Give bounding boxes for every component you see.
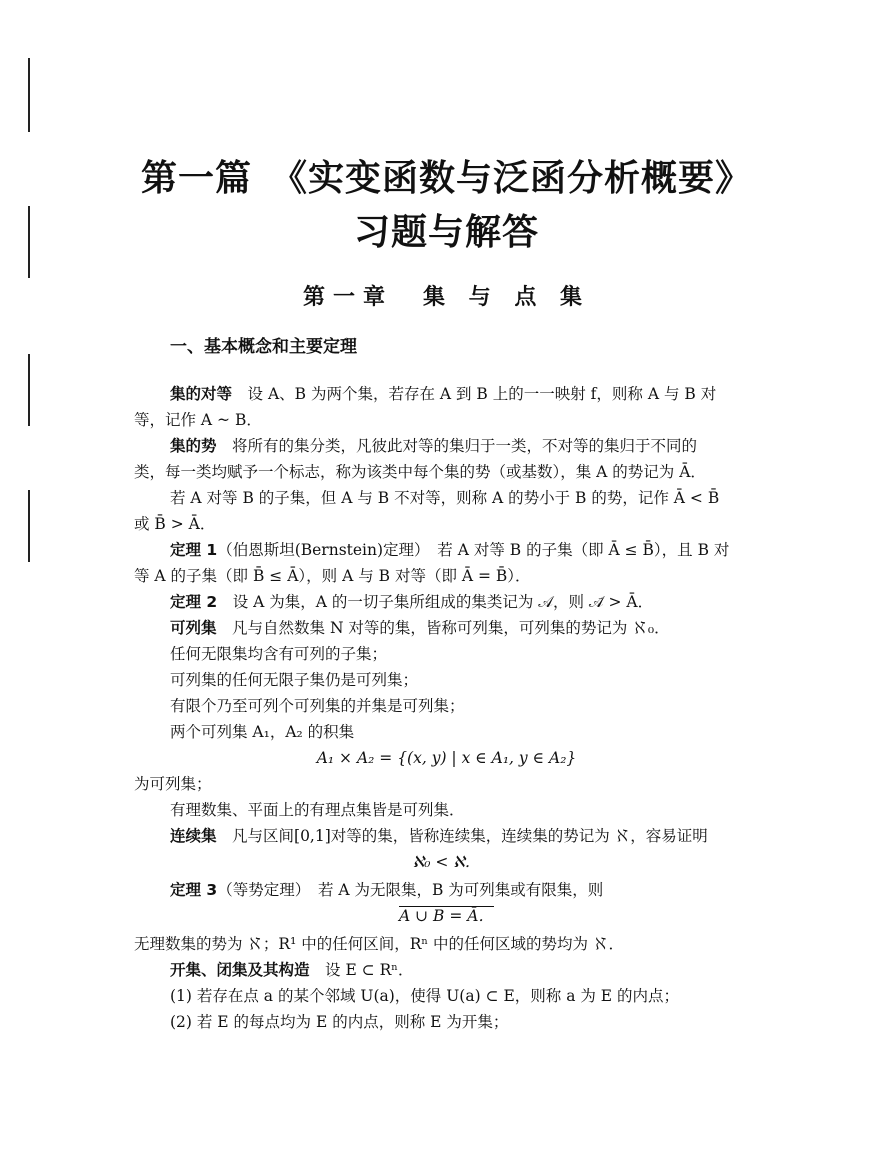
paragraph-line: 两个可列集 A₁，A₂ 的积集	[170, 723, 355, 741]
section-heading: 一、基本概念和主要定理	[170, 337, 357, 357]
paragraph-line	[170, 826, 708, 846]
paragraph-line: 或 B̄ > Ā．	[134, 515, 216, 533]
scan-margin-line	[28, 490, 30, 562]
paragraph-line: 无理数集的势为 ℵ；R¹ 中的任何区间，Rⁿ 中的任何区域的势均为 ℵ．	[134, 935, 624, 953]
line-text: 设 A 为集，A 的一切子集所组成的集类记为 𝒜，则 𝒜̄ > Ā．	[217, 593, 654, 611]
line-text: 凡与区间[0,1]对等的集，皆称连续集，连续集的势记为 ℵ，容易证明	[216, 827, 708, 845]
formula-text: A ∪ B = Ā．	[399, 907, 494, 925]
paragraph-line	[170, 880, 603, 900]
line-text: （伯恩斯坦(Bernstein)定理） 若 A 对等 B 的子集（即 Ā ≤ B̄），且 B 对	[217, 541, 730, 559]
paragraph-line	[170, 960, 413, 980]
paragraph-line	[170, 436, 697, 456]
term-label: 可列集	[170, 619, 217, 637]
paragraph-line: 有限个乃至可列个可列集的并集是可列集；	[170, 697, 465, 715]
paragraph-line: 等，记作 A ~ B．	[134, 411, 262, 429]
paragraph-line: 类，每一类均赋予一个标志，称为该类中每个集的势（或基数），集 A 的势记为 Ā．	[134, 463, 706, 481]
paragraph-line	[170, 384, 716, 404]
paragraph-line	[170, 592, 653, 612]
paragraph-line: 为可列集；	[134, 775, 212, 793]
theorem-label: 定理 3	[170, 881, 218, 899]
paragraph-line: 可列集的任何无限子集仍是可列集；	[170, 671, 419, 689]
display-formula: ℵ₀ < ℵ．	[412, 853, 481, 871]
scan-margin-line	[28, 354, 30, 426]
line-text: 凡与自然数集 N 对等的集，皆称可列集，可列集的势记为 ℵ₀．	[216, 619, 670, 637]
line-text: 设 A、B 为两个集，若存在 A 到 B 上的一一映射 f，则称 A 与 B 对	[232, 385, 717, 403]
paragraph-line	[170, 540, 729, 560]
display-formula: A₁ × A₂ = {(x, y) | x ∈ A₁, y ∈ A₂}	[316, 749, 577, 767]
display-formula	[0, 906, 893, 926]
term-label: 集的对等	[170, 385, 233, 403]
term-label: 开集、闭集及其构造	[170, 961, 310, 979]
line-text: （等势定理） 若 A 为无限集，B 为可列集或有限集，则	[217, 881, 604, 899]
paragraph-line: (1) 若存在点 a 的某个邻域 U(a)，使得 U(a) ⊂ E，则称 a 为 E 的内点；	[170, 987, 680, 1005]
theorem-label: 定理 2	[170, 593, 218, 611]
paragraph-line: 若 A 对等 B 的子集，但 A 与 B 不对等，则称 A 的势小于 B 的势，记作 Ā < B̄	[170, 489, 720, 507]
theorem-label: 定理 1	[170, 541, 218, 559]
paragraph-line	[170, 618, 670, 638]
term-label: 连续集	[170, 827, 217, 845]
paragraph-line: 有理数集、平面上的有理点集皆是可列集．	[170, 801, 465, 819]
paragraph-line: (2) 若 E 的每点均为 E 的内点，则称 E 为开集；	[170, 1013, 509, 1031]
chapter-title: 第一章 集 与 点 集	[303, 285, 590, 310]
line-text: 将所有的集分类，凡彼此对等的集归于一类，不对等的集归于不同的	[216, 437, 698, 455]
term-label: 集的势	[170, 437, 217, 455]
part-title: 第一篇 《实变函数与泛函分析概要》	[140, 157, 752, 199]
line-text: 设 E ⊂ Rⁿ．	[309, 961, 414, 979]
paragraph-line: 等 A 的子集（即 B̄ ≤ Ā），则 A 与 B 对等（即 Ā = B̄）．	[134, 567, 531, 585]
part-subtitle: 习题与解答	[353, 211, 539, 253]
scan-margin-line	[28, 58, 30, 132]
paragraph-line: 任何无限集均含有可列的子集；	[170, 645, 388, 663]
